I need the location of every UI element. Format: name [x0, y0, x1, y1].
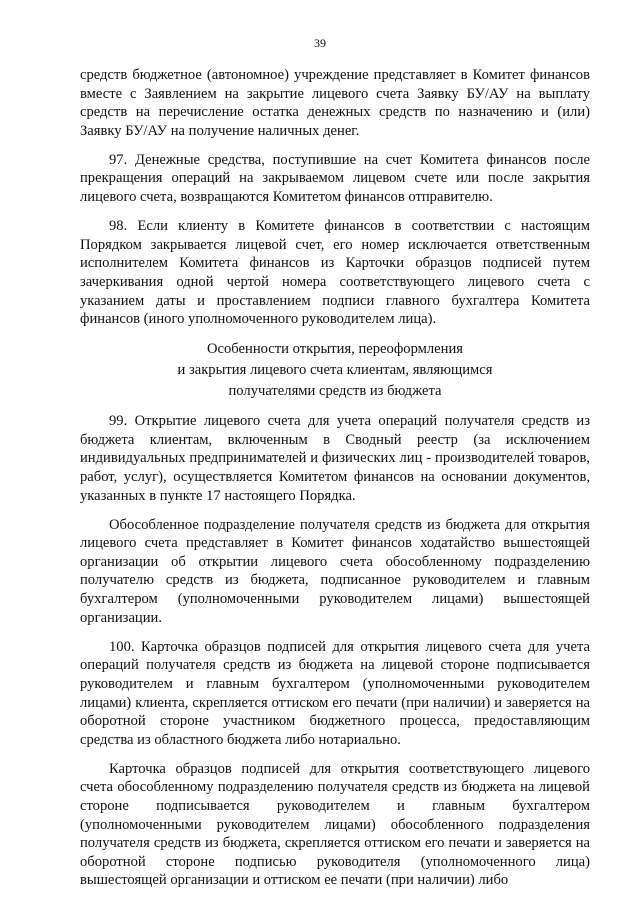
page-number: 39 [314, 36, 326, 50]
section-heading-line-3: получателями средств из бюджета [228, 383, 442, 400]
document-body [80, 66, 590, 900]
paragraph-97: 97. Денежные средства, поступившие на счет Комитета финансов после прекращения операций на закрываемом лицевом счете или после закрытия лицевого счета, возвращаются Комитетом финансов отправителю. [80, 151, 590, 206]
paragraph-100: 100. Карточка образцов подписей для открытия лицевого счета для учета операций получателя средств из бюджета на лицевой стороне подписывается руководителем и главным бухгалтером (уполномоченными руководителем лицами) клиента, скрепляется оттиском его печати (при наличии) и заверяется на оборотной стороне участником бюджетного процесса, предоставляющим средства из областного бюджета либо нотариально. [80, 638, 590, 748]
paragraph-98: 98. Если клиенту в Комитете финансов в соответствии с настоящим Порядком закрывается лицевой счет, его номер исключается ответственным исполнителем Комитета финансов из Карточки образцов подписей путем зачеркивания одной чертой номера соответствующего лицевого счета с указанием даты и проставлением подписи главного бухгалтера Комитета финансов (иного уполномоченного руководителем лица). [80, 218, 590, 328]
paragraph-99: 99. Открытие лицевого счета для учета операций получателя средств из бюджета клиентам, включенным в Сводный реестр (за исключением индивидуальных предпринимателей и физических лиц - производителей товаров, работ, услуг), осуществляется Комитетом финансов на основании документов, указанных в пункте 17 настоящего Порядка. [80, 413, 590, 504]
paragraph-99-separate-unit: Обособленное подразделение получателя средств из бюджета для открытия лицевого счета представляет в Комитет финансов ходатайство вышестоящей организации об открытии лицевого счета обособленному подразделению получателю средств из бюджета, подписанное руководителем и главным бухгалтером (уполномоченными руководителем лицами) вышестоящей организации. [80, 516, 590, 626]
section-heading-line-2: и закрытия лицевого счета клиентам, являющимся [177, 362, 493, 379]
paragraph-100-separate-unit: Карточка образцов подписей для открытия соответствующего лицевого счета обособленному подразделению получателя средств из бюджета на лицевой стороне подписывается руководителем и главным бухгалтером (уполномоченными руководителем лицами) обособленного подразделения получателя средств из бюджета, скрепляется оттиском его печати и заверяется на оборотной стороне подписью руководителя (уполномоченного лица) вышестоящей организации и оттиском ее печати (при наличии) либо [80, 760, 590, 889]
section-heading [80, 339, 590, 402]
paragraph-continuation: средств бюджетное (автономное) учреждение представляет в Комитет финансов вместе с Заявлением на закрытие лицевого счета Заявку БУ/АУ на выплату средств на перечисление остатка денежных средств по назначению и (или) Заявку БУ/АУ на получение наличных денег. [80, 67, 590, 139]
section-heading-line-1: Особенности открытия, переоформления [206, 341, 463, 358]
